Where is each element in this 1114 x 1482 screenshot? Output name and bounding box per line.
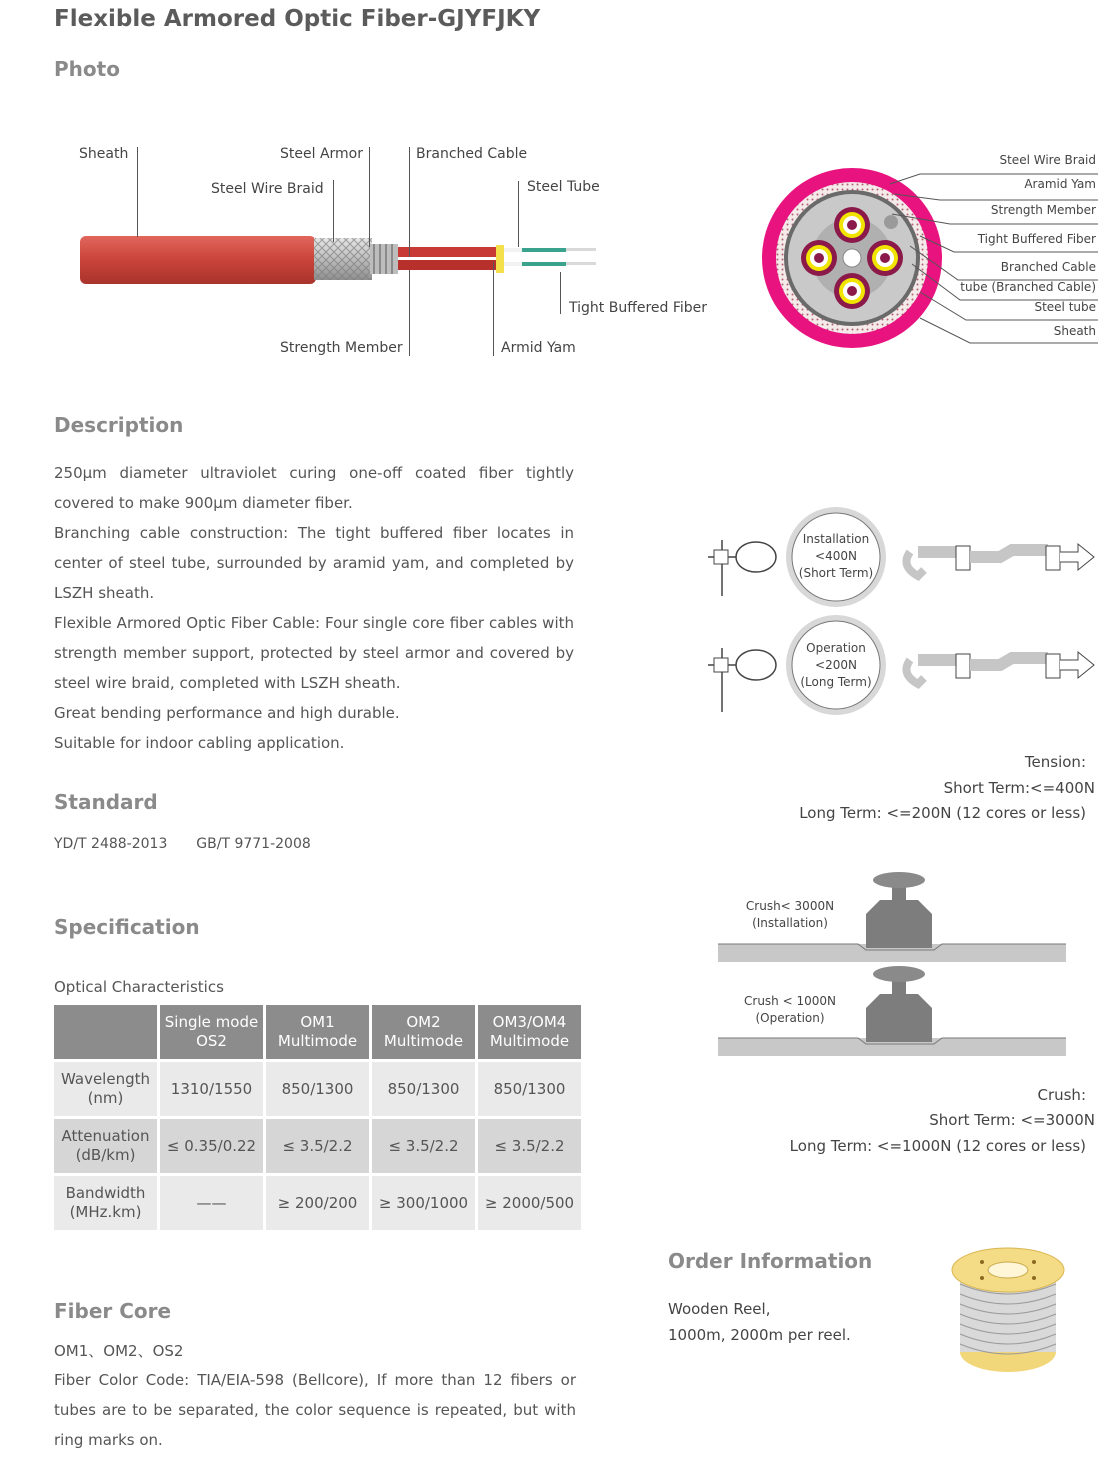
tension-short-term: Short Term:<=400N xyxy=(943,779,1095,797)
spec-cell: ≤ 3.5/2.2 xyxy=(372,1119,475,1173)
wooden-reel-illustration xyxy=(938,1244,1068,1380)
cs-label-aramid-yam: Aramid Yam xyxy=(1024,177,1096,191)
callout-armid-yam: Armid Yam xyxy=(501,340,576,356)
cs-label-sheath: Sheath xyxy=(1053,324,1096,338)
specification-heading: Specification xyxy=(54,915,200,939)
order-line: 1000m, 2000m per reel. xyxy=(668,1326,851,1344)
callout-line xyxy=(409,270,410,356)
description-paragraph: Flexible Armored Optic Fiber Cable: Four single core fiber cables with strength member support, protected by steel armor and covered by steel wire braid, completed with LSZH sheath. xyxy=(54,614,574,692)
cs-label-tube-branched-cable: tube (Branched Cable) xyxy=(960,280,1096,294)
spec-row-header-line: (dB/km) xyxy=(75,1146,136,1164)
callout-line xyxy=(560,272,561,314)
spec-col-header-line: Single mode xyxy=(164,1013,259,1031)
spec-table-wrap xyxy=(51,1002,584,1233)
crush-diagram-1-label xyxy=(740,898,840,932)
photo-heading: Photo xyxy=(54,57,120,81)
cs-label-branched-cable: Branched Cable xyxy=(1000,260,1096,274)
order-text xyxy=(668,1296,851,1348)
description-heading: Description xyxy=(54,413,184,437)
spec-col-header xyxy=(478,1005,581,1059)
cs-label-steel-wire-braid: Steel Wire Braid xyxy=(999,153,1096,167)
crush-diagram-2-label xyxy=(738,993,842,1027)
spec-row-header-line: Wavelength xyxy=(61,1070,150,1088)
description-paragraph: 250μm diameter ultraviolet curing one-off coated fiber tightly covered to make 900μm diameter fiber. xyxy=(54,464,574,512)
cable-photo xyxy=(78,140,718,370)
spec-col-header-line: OM3/OM4 xyxy=(492,1013,567,1031)
spec-cell: ≤ 3.5/2.2 xyxy=(478,1119,581,1173)
crush-label-line: (Installation) xyxy=(752,916,828,930)
tension-label-line: <200N xyxy=(815,658,857,672)
crush-short-term: Short Term: <=3000N xyxy=(929,1111,1095,1129)
callout-strength-member: Strength Member xyxy=(280,340,403,356)
tension-diagram xyxy=(700,500,1100,720)
standard-values xyxy=(54,836,311,852)
spec-cell: —— xyxy=(160,1176,263,1230)
standard-value: GB/T 9771-2008 xyxy=(196,836,311,852)
description-paragraph: Branching cable construction: The tight buffered fiber locates in center of steel tube, surrounded by aramid yam, and completed by LSZH sheath. xyxy=(54,524,574,602)
spec-col-header-line: OM2 xyxy=(406,1013,441,1031)
crush-long-term: Long Term: <=1000N (12 cores or less) xyxy=(789,1137,1086,1155)
callout-line xyxy=(369,147,370,247)
spec-cell: ≥ 2000/500 xyxy=(478,1176,581,1230)
wooden-reel-image xyxy=(938,1244,1068,1380)
spec-col-header-line: Multimode xyxy=(277,1032,358,1050)
order-line: Wooden Reel, xyxy=(668,1300,771,1318)
spec-col-header xyxy=(266,1005,369,1059)
spec-col-header-line: Multimode xyxy=(489,1032,570,1050)
tension-heading: Tension: xyxy=(1024,753,1086,771)
callout-steel-armor: Steel Armor xyxy=(280,146,363,162)
tension-label-line: <400N xyxy=(815,549,857,563)
table-row xyxy=(54,1062,581,1116)
crush-heading: Crush: xyxy=(1037,1086,1086,1104)
spec-cell: ≤ 0.35/0.22 xyxy=(160,1119,263,1173)
spec-row-header-line: (nm) xyxy=(87,1089,124,1107)
callout-line xyxy=(409,147,410,257)
callout-line xyxy=(518,181,519,247)
callout-line xyxy=(137,147,138,237)
spec-cell: ≥ 300/1000 xyxy=(372,1176,475,1230)
spec-cell: 850/1300 xyxy=(266,1062,369,1116)
spec-cell: ≤ 3.5/2.2 xyxy=(266,1119,369,1173)
tension-label-line: Installation xyxy=(802,532,870,546)
spec-col-header xyxy=(160,1005,263,1059)
tension-label-line: (Long Term) xyxy=(800,675,872,689)
description-paragraph: Suitable for indoor cabling application. xyxy=(54,734,345,752)
callout-tight-buffered-fiber: Tight Buffered Fiber xyxy=(569,300,708,316)
cs-label-steel-tube: Steel tube xyxy=(1034,300,1096,314)
spec-col-header-line: Multimode xyxy=(383,1032,464,1050)
callout-line xyxy=(493,262,494,356)
cs-label-strength-member: Strength Member xyxy=(990,203,1096,217)
standard-value: YD/T 2488-2013 xyxy=(54,836,168,852)
spec-col-header-line: OM1 xyxy=(300,1013,335,1031)
tension-label-line: Operation xyxy=(806,641,866,655)
spec-header-corner xyxy=(54,1005,157,1059)
callout-steel-tube: Steel Tube xyxy=(527,179,600,195)
tension-diagram-2-label xyxy=(790,640,882,691)
tension-long-term: Long Term: <=200N (12 cores or less) xyxy=(799,804,1086,822)
spec-row-header-line: Attenuation xyxy=(61,1127,150,1145)
cable-photo-illustration xyxy=(78,140,718,370)
crush-label-line: Crush< 3000N xyxy=(745,899,835,913)
description-text xyxy=(54,458,574,758)
spec-col-header xyxy=(372,1005,475,1059)
standard-heading: Standard xyxy=(54,790,158,814)
spec-table xyxy=(51,1002,584,1233)
table-row xyxy=(54,1176,581,1230)
spec-row-header xyxy=(54,1119,157,1173)
crush-label-line: (Operation) xyxy=(755,1011,825,1025)
tension-label-line: (Short Term) xyxy=(798,566,874,580)
spec-header-row xyxy=(54,1005,581,1059)
spec-row-header xyxy=(54,1062,157,1116)
spec-cell: ≥ 200/200 xyxy=(266,1176,369,1230)
table-row xyxy=(54,1119,581,1173)
optical-characteristics-label: Optical Characteristics xyxy=(54,978,224,996)
fiber-color-code: Fiber Color Code: TIA/EIA-598 (Bellcore), If more than 12 fibers or tubes are to be separated, the color sequence is repeated, but with ring marks on. xyxy=(54,1371,576,1449)
page-title: Flexible Armored Optic Fiber-GJYFJKY xyxy=(54,6,541,32)
spec-row-header xyxy=(54,1176,157,1230)
spec-cell: 850/1300 xyxy=(478,1062,581,1116)
callout-line xyxy=(333,180,334,242)
spec-cell: 1310/1550 xyxy=(160,1062,263,1116)
fiber-core-types: OM1、OM2、OS2 xyxy=(54,1342,184,1360)
cs-label-tight-buffered-fiber: Tight Buffered Fiber xyxy=(977,232,1096,246)
tension-diagram-1-label xyxy=(790,531,882,582)
spec-cell: 850/1300 xyxy=(372,1062,475,1116)
callout-sheath: Sheath xyxy=(79,146,129,162)
spec-col-header-line: OS2 xyxy=(196,1032,227,1050)
tension-illustration xyxy=(700,500,1100,720)
fiber-core-heading: Fiber Core xyxy=(54,1299,172,1323)
description-paragraph: Great bending performance and high durable. xyxy=(54,704,400,722)
order-heading: Order Information xyxy=(668,1249,873,1273)
spec-row-header-line: Bandwidth xyxy=(65,1184,146,1202)
spec-row-header-line: (MHz.km) xyxy=(69,1203,142,1221)
callout-branched-cable: Branched Cable xyxy=(416,146,528,162)
callout-steel-wire-braid: Steel Wire Braid xyxy=(211,181,324,197)
crush-label-line: Crush < 1000N xyxy=(744,994,836,1008)
